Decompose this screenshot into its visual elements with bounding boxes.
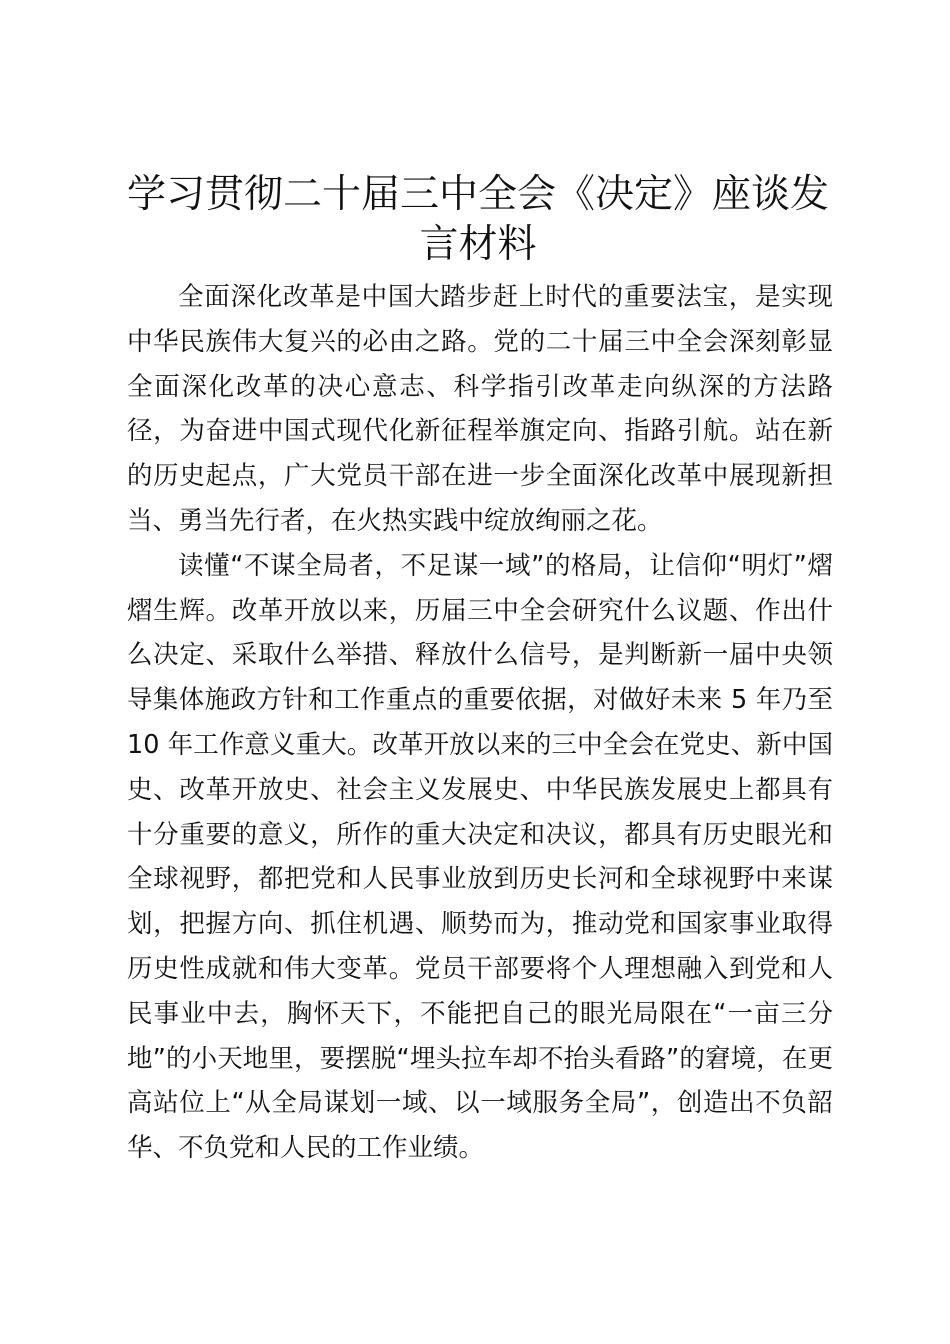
paragraph-2: 读懂“不谋全局者，不足谋一域”的格局，让信仰“明灯”熠熠生辉。改革开放以来，历届三中全会研究什么议题、作出什么决定、采取什么举措、释放什么信号，是判断新一届中央领导集体施政方针和工作重点的重要依据，对做好未来 5 年乃至 10 年工作意义重大。改革开放以来的三中全会在党史、新中国史、改革开放史、社会主义发展史、中华民族发展史上都具有十分重要的意义，所作的重大决定和决议，都具有历史眼光和全球视野，都把党和人民事业放到历史长河和全球视野中来谋划，把握方向、抓住机遇、顺势而为，推动党和国家事业取得历史性成就和伟大变革。党员干部要将个人理想融入到党和人民事业中去，胸怀天下，不能把自己的眼光局限在“一亩三分地”的小天地里，要摆脱“埋头拉车却不抬头看路”的窘境，在更高站位上“从全局谋划一域、以一域服务全局”，创造出不负韶华、不负党和人民的工作业绩。 <box>127 550 833 1164</box>
document-body <box>127 275 833 1171</box>
document-title: 学习贯彻二十届三中全会《决定》座谈发言材料 <box>126 172 829 267</box>
paragraph-1: 全面深化改革是中国大踏步赶上时代的重要法宝，是实现中华民族伟大复兴的必由之路。党的二十届三中全会深刻彰显全面深化改革的决心意志、科学指引改革走向纵深的方法路径，为奋进中国式现代化新征程举旗定向、指路引航。站在新的历史起点，广大党员干部在进一步全面深化改革中展现新担当、勇当先行者，在火热实践中绽放绚丽之花。 <box>127 282 833 536</box>
